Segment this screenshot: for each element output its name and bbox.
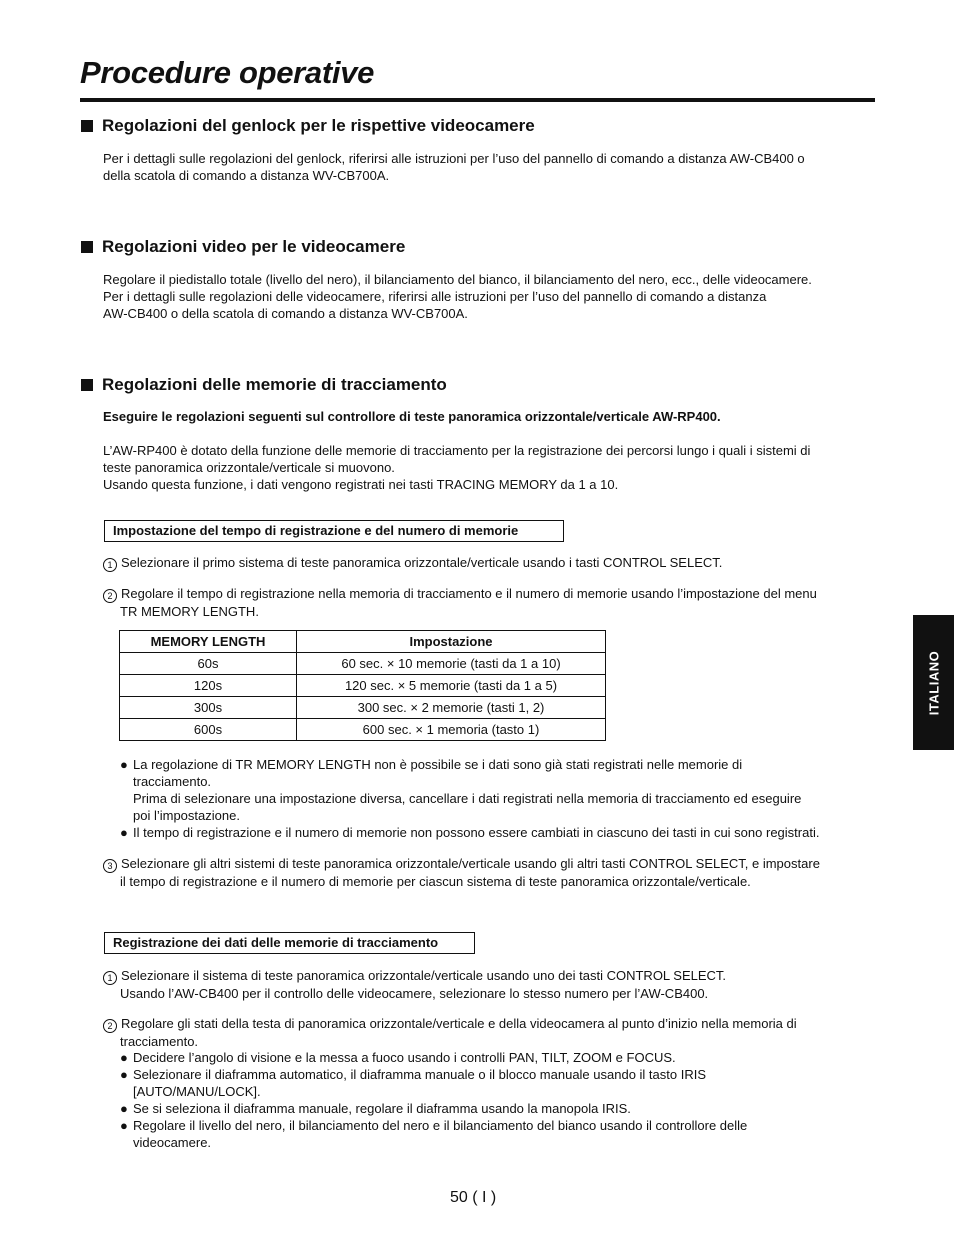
- list-item: [120, 1117, 880, 1151]
- step-number: 2: [103, 1019, 117, 1033]
- text-line: Selezionare il primo sistema di teste panoramica orizzontale/verticale usando i tasti CONTROL SELECT.: [121, 555, 723, 570]
- text-line: Prima di selezionare una impostazione diversa, cancellare i dati registrati nella memoria di tracciamento ed eseguire: [133, 791, 802, 806]
- text-line: Il tempo di registrazione e il numero di memorie non possono essere cambiati in ciascuno dei tasti in cui sono registrati.: [133, 825, 820, 840]
- text-line: La regolazione di TR MEMORY LENGTH non è possibile se i dati sono già stati registrati nelle memorie di: [133, 757, 743, 772]
- text-line: Selezionare il sistema di teste panoramica orizzontale/verticale usando uno dei tasti CONTROL SELECT.: [121, 968, 727, 983]
- table-cell: 300s: [120, 697, 297, 719]
- table-cell: 600s: [120, 719, 297, 741]
- section-heading-video: [81, 237, 405, 257]
- step-number: 3: [103, 859, 117, 873]
- title-rule: [80, 98, 875, 102]
- step-3: [103, 855, 878, 890]
- table-cell: 300 sec. × 2 memorie (tasti 1, 2): [297, 697, 606, 719]
- instruction-bold: Eseguire le regolazioni seguenti sul controllore di teste panoramica orizzontale/verticale AW-RP400.: [103, 409, 721, 424]
- spacer: [103, 425, 883, 442]
- text-line: Usando l’AW-CB400 per il controllo delle videocamere, selezionare lo stesso numero per l’AW-CB400.: [120, 986, 709, 1001]
- table-row: [120, 653, 606, 675]
- table-cell: 60 sec. × 10 memorie (tasti da 1 a 10): [297, 653, 606, 675]
- page-title: Procedure operative: [80, 55, 375, 90]
- list-item: [120, 1066, 880, 1100]
- list-item: [120, 824, 880, 841]
- step-number: 2: [103, 589, 117, 603]
- section-heading-text: Regolazioni video per le videocamere: [102, 237, 406, 256]
- text-line: AW-CB400 o della scatola di comando a distanza WV-CB700A.: [103, 306, 468, 321]
- section-tracing-body: [103, 408, 883, 493]
- step-b-1: [103, 967, 878, 1002]
- text-line: Regolare il livello del nero, il bilanciamento del nero e il bilanciamento del bianco usando il controllore delle: [133, 1118, 748, 1133]
- table-header-row: [120, 631, 606, 653]
- text-line: Selezionare gli altri sistemi di teste panoramica orizzontale/verticale usando gli altri tasti CONTROL SELECT, e impostare: [121, 856, 820, 871]
- table-cell: 120s: [120, 675, 297, 697]
- text-line: TR MEMORY LENGTH.: [120, 604, 259, 619]
- text-line: il tempo di registrazione e il numero di memorie per ciascun sistema di teste panoramica orizzontale/verticale.: [120, 874, 751, 889]
- step-number: 1: [103, 971, 117, 985]
- text-line: teste panoramica orizzontale/verticale si muovono.: [103, 460, 395, 475]
- table-row: [120, 719, 606, 741]
- text-line: tracciamento.: [133, 774, 212, 789]
- text-line: [AUTO/MANU/LOCK].: [133, 1084, 261, 1099]
- text-line: videocamere.: [133, 1135, 212, 1150]
- section-heading-text: Regolazioni del genlock per le rispettive videocamere: [102, 116, 535, 135]
- square-bullet-icon: [81, 379, 93, 391]
- list-item: [120, 1100, 880, 1117]
- table-cell: 60s: [120, 653, 297, 675]
- language-tab: [913, 615, 954, 750]
- section-heading-tracing: [81, 375, 447, 395]
- text-line: tracciamento.: [120, 1034, 199, 1049]
- table-row: [120, 675, 606, 697]
- memory-length-table: [119, 630, 606, 741]
- square-bullet-icon: [81, 241, 93, 253]
- table-header: Impostazione: [297, 631, 606, 653]
- bullet-icon: ●: [120, 1050, 128, 1065]
- list-item: [120, 1049, 880, 1066]
- text-line: L’AW-RP400 è dotato della funzione delle memorie di tracciamento per la registrazione dei percorsi lungo i quali i sistemi di: [103, 443, 811, 458]
- table-cell: 120 sec. × 5 memorie (tasti da 1 a 5): [297, 675, 606, 697]
- section-heading-text: Regolazioni delle memorie di tracciamento: [102, 375, 447, 394]
- text-line: Se si seleziona il diaframma manuale, regolare il diaframma usando la manopola IRIS.: [133, 1101, 631, 1116]
- notes-list: [120, 756, 880, 841]
- text-line: della scatola di comando a distanza WV-CB700A.: [103, 168, 390, 183]
- subheading-box-recording-time: Impostazione del tempo di registrazione e del numero di memorie: [104, 520, 564, 542]
- list-item: [120, 756, 880, 824]
- text-line: Selezionare il diaframma automatico, il diaframma manuale o il blocco manuale usando il tasto IRIS: [133, 1067, 707, 1082]
- section-genlock-body: [103, 150, 883, 184]
- bullet-icon: ●: [120, 757, 128, 772]
- step-2: [103, 585, 878, 620]
- table-row: [120, 697, 606, 719]
- step-b-2: [103, 1015, 878, 1050]
- text-line: Usando questa funzione, i dati vengono registrati nei tasti TRACING MEMORY da 1 a 10.: [103, 477, 619, 492]
- bullet-icon: ●: [120, 825, 128, 840]
- table-cell: 600 sec. × 1 memoria (tasto 1): [297, 719, 606, 741]
- text-line: poi l’impostazione.: [133, 808, 240, 823]
- step-number: 1: [103, 558, 117, 572]
- square-bullet-icon: [81, 120, 93, 132]
- notes-list-b: [120, 1049, 880, 1151]
- language-tab-label: ITALIANO: [926, 650, 941, 715]
- bullet-icon: ●: [120, 1067, 128, 1082]
- text-line: Decidere l’angolo di visione e la messa a fuoco usando i controlli PAN, TILT, ZOOM e FOCUS.: [133, 1050, 676, 1065]
- section-heading-genlock: [81, 116, 535, 136]
- text-line: Regolare il tempo di registrazione nella memoria di tracciamento e il numero di memorie usando l’impostazione del menu: [121, 586, 817, 601]
- subheading-box-recording-data: Registrazione dei dati delle memorie di tracciamento: [104, 932, 475, 954]
- table-header: MEMORY LENGTH: [120, 631, 297, 653]
- bullet-icon: ●: [120, 1101, 128, 1116]
- text-line: Per i dettagli sulle regolazioni del genlock, riferirsi alle istruzioni per l’uso del pannello di comando a distanza AW-CB400 o: [103, 151, 805, 166]
- page-number: 50 ( I ): [450, 1189, 497, 1206]
- text-line: Regolare il piedistallo totale (livello del nero), il bilanciamento del bianco, il bilanciamento del nero, ecc., delle videocamere.: [103, 272, 812, 287]
- bullet-icon: ●: [120, 1118, 128, 1133]
- text-line: Per i dettagli sulle regolazioni delle videocamere, riferirsi alle istruzioni per l’uso del pannello di comando a distanza: [103, 289, 767, 304]
- step-1: [103, 554, 878, 572]
- text-line: Regolare gli stati della testa di panoramica orizzontale/verticale e della videocamera al punto d’inizio nella memoria di: [121, 1016, 797, 1031]
- section-video-body: [103, 271, 883, 322]
